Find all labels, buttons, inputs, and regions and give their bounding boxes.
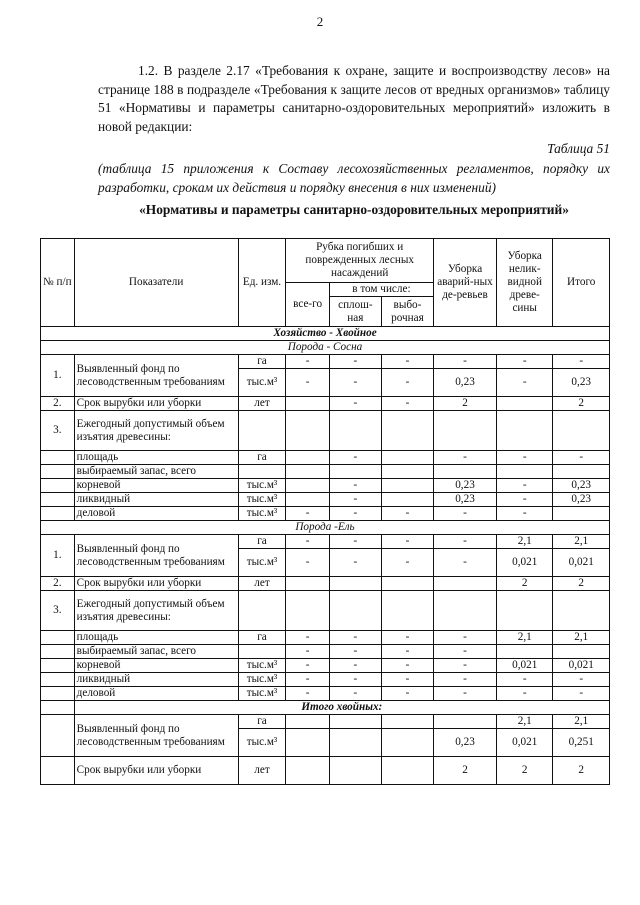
norms-table bbox=[40, 238, 610, 785]
cell: - bbox=[381, 397, 433, 411]
cell-unit: тыс.м³ bbox=[238, 479, 286, 493]
cell-unit: тыс.м³ bbox=[238, 549, 286, 577]
section-conifer-total: Итого хвойных: bbox=[74, 701, 609, 715]
row-label: Выявленный фонд по лесоводственным требованиям bbox=[74, 355, 238, 397]
cell: 0,251 bbox=[553, 729, 610, 757]
table-row bbox=[41, 535, 610, 549]
cell: 0,23 bbox=[434, 493, 497, 507]
cell: - bbox=[286, 687, 329, 701]
row-label: выбираемый запас, всего bbox=[74, 645, 238, 659]
row-label: ликвидный bbox=[74, 493, 238, 507]
cell: 2,1 bbox=[553, 715, 610, 729]
cell: - bbox=[381, 687, 433, 701]
cell: - bbox=[434, 535, 497, 549]
cell-unit: тыс.м³ bbox=[238, 673, 286, 687]
cell: - bbox=[553, 687, 610, 701]
table-row bbox=[41, 631, 610, 645]
cell: - bbox=[381, 549, 433, 577]
cell: - bbox=[434, 659, 497, 673]
cell: - bbox=[286, 631, 329, 645]
cell: - bbox=[329, 659, 381, 673]
table-row bbox=[41, 507, 610, 521]
header-total-sub: все-го bbox=[286, 283, 329, 327]
cell: - bbox=[434, 355, 497, 369]
cell: - bbox=[329, 535, 381, 549]
section-spruce: Порода -Ель bbox=[41, 521, 610, 535]
table-row bbox=[41, 577, 610, 591]
cell: 0,021 bbox=[496, 549, 552, 577]
cell: 2 bbox=[553, 757, 610, 785]
cell: - bbox=[329, 397, 381, 411]
row-label: площадь bbox=[74, 451, 238, 465]
table-row bbox=[41, 757, 610, 785]
row-label: корневой bbox=[74, 479, 238, 493]
cell: 0,23 bbox=[553, 479, 610, 493]
cell: - bbox=[329, 493, 381, 507]
cell-unit: га bbox=[238, 535, 286, 549]
cell-unit: тыс.м³ bbox=[238, 507, 286, 521]
table-row bbox=[41, 715, 610, 729]
cell: - bbox=[496, 479, 552, 493]
cell: - bbox=[381, 369, 433, 397]
row-num: 2. bbox=[41, 397, 75, 411]
cell: - bbox=[434, 549, 497, 577]
header-selective: выбо-рочная bbox=[381, 297, 433, 327]
cell: - bbox=[381, 631, 433, 645]
cell: 2 bbox=[434, 397, 497, 411]
cell-unit: га bbox=[238, 631, 286, 645]
row-label: выбираемый запас, всего bbox=[74, 465, 238, 479]
cell: - bbox=[286, 507, 329, 521]
header-clear: сплош-ная bbox=[329, 297, 381, 327]
cell: 2 bbox=[434, 757, 497, 785]
cell: - bbox=[553, 355, 610, 369]
cell: 0,23 bbox=[553, 369, 610, 397]
table-row bbox=[41, 397, 610, 411]
cell-unit: тыс.м³ bbox=[238, 729, 286, 757]
cell: - bbox=[381, 535, 433, 549]
table-row bbox=[41, 645, 610, 659]
cell bbox=[286, 397, 329, 411]
cell: - bbox=[329, 673, 381, 687]
cell: - bbox=[496, 687, 552, 701]
row-label: Срок вырубки или уборки bbox=[74, 397, 238, 411]
cell-unit: тыс.м³ bbox=[238, 493, 286, 507]
cell-unit: лет bbox=[238, 397, 286, 411]
cell: - bbox=[329, 355, 381, 369]
table-row bbox=[41, 493, 610, 507]
cell-unit: га bbox=[238, 451, 286, 465]
cell: - bbox=[553, 673, 610, 687]
cell: - bbox=[434, 645, 497, 659]
row-label: деловой bbox=[74, 687, 238, 701]
cell: 2,1 bbox=[496, 631, 552, 645]
cell: - bbox=[381, 645, 433, 659]
cell: 2,1 bbox=[553, 535, 610, 549]
table-row bbox=[41, 659, 610, 673]
cell: - bbox=[381, 673, 433, 687]
intro-paragraph: 1.2. В разделе 2.17 «Требования к охране, защите и воспроизводству лесов» на странице 188 в подразделе «Требования к защите лесов от вредных организмов» таблицу 51 «Нормативы и параметры санитарно-оздоровительных мероприятий» изложить в новой редакции: bbox=[98, 63, 610, 134]
row-num: 2. bbox=[41, 577, 75, 591]
cell: - bbox=[329, 507, 381, 521]
header-unit: Ед. изм. bbox=[238, 239, 286, 327]
cell: - bbox=[329, 645, 381, 659]
cell: - bbox=[496, 507, 552, 521]
cell: 0,021 bbox=[496, 659, 552, 673]
header-illiquid: Уборка нелик-видной древе-сины bbox=[496, 239, 552, 327]
cell: - bbox=[496, 451, 552, 465]
table-row bbox=[41, 687, 610, 701]
cell: - bbox=[434, 687, 497, 701]
cell: 2,1 bbox=[496, 535, 552, 549]
cell: - bbox=[329, 687, 381, 701]
cell: - bbox=[329, 369, 381, 397]
cell: - bbox=[329, 479, 381, 493]
cell: 2,1 bbox=[496, 715, 552, 729]
cell: - bbox=[329, 451, 381, 465]
cell-unit: тыс.м³ bbox=[238, 687, 286, 701]
header-indicator: Показатели bbox=[74, 239, 238, 327]
cell: - bbox=[434, 451, 497, 465]
row-label: деловой bbox=[74, 507, 238, 521]
section-pine: Порода - Сосна bbox=[41, 341, 610, 355]
cell: - bbox=[329, 549, 381, 577]
cell: 0,021 bbox=[496, 729, 552, 757]
cell: 2 bbox=[553, 577, 610, 591]
cell: - bbox=[381, 659, 433, 673]
header-felling: Рубка погибших и поврежденных лесных насаждений bbox=[286, 239, 434, 283]
cell: - bbox=[381, 507, 433, 521]
cell: - bbox=[434, 631, 497, 645]
cell-unit: га bbox=[238, 715, 286, 729]
cell: - bbox=[286, 355, 329, 369]
cell: 0,021 bbox=[553, 549, 610, 577]
table-row bbox=[41, 451, 610, 465]
table-row bbox=[41, 411, 610, 451]
cell-unit: тыс.м³ bbox=[238, 369, 286, 397]
cell: - bbox=[286, 673, 329, 687]
cell: - bbox=[329, 631, 381, 645]
row-num: 1. bbox=[41, 535, 75, 577]
row-label: Выявленный фонд по лесоводственным требованиям bbox=[74, 535, 238, 577]
row-num: 3. bbox=[41, 411, 75, 451]
cell: - bbox=[434, 673, 497, 687]
section-farm: Хозяйство - Хвойное bbox=[41, 327, 610, 341]
cell: - bbox=[286, 549, 329, 577]
table-row bbox=[41, 591, 610, 631]
cell: - bbox=[286, 535, 329, 549]
cell-unit: лет bbox=[238, 577, 286, 591]
table-row bbox=[41, 479, 610, 493]
header-including: в том числе: bbox=[329, 283, 433, 297]
table-note: (таблица 15 приложения к Составу лесохозяйственных регламентов, порядку их разработки, срокам их действия и порядку внесения в них изменений) bbox=[98, 161, 610, 195]
cell: 0,23 bbox=[434, 369, 497, 397]
table-row bbox=[41, 673, 610, 687]
header-itogo: Итого bbox=[553, 239, 610, 327]
row-num: 3. bbox=[41, 591, 75, 631]
cell-unit: лет bbox=[238, 757, 286, 785]
row-label: Ежегодный допустимый объем изъятия древесины: bbox=[74, 591, 238, 631]
cell: - bbox=[286, 369, 329, 397]
row-label: корневой bbox=[74, 659, 238, 673]
table-label: Таблица 51 bbox=[547, 141, 610, 156]
row-label: Ежегодный допустимый объем изъятия древесины: bbox=[74, 411, 238, 451]
cell: 0,23 bbox=[434, 729, 497, 757]
cell: - bbox=[286, 645, 329, 659]
cell: 0,23 bbox=[553, 493, 610, 507]
cell: - bbox=[496, 369, 552, 397]
cell-unit: тыс.м³ bbox=[238, 659, 286, 673]
page-number: 2 bbox=[316, 14, 324, 29]
header-windfall: Уборка аварий-ных де-ревьев bbox=[434, 239, 497, 327]
cell-unit: га bbox=[238, 355, 286, 369]
row-label: Выявленный фонд по лесоводственным требованиям bbox=[74, 715, 238, 757]
cell bbox=[496, 397, 552, 411]
cell: - bbox=[496, 493, 552, 507]
row-label: ликвидный bbox=[74, 673, 238, 687]
cell: - bbox=[496, 673, 552, 687]
row-num: 1. bbox=[41, 355, 75, 397]
row-label: Срок вырубки или уборки bbox=[74, 577, 238, 591]
cell: 2 bbox=[553, 397, 610, 411]
cell: 0,021 bbox=[553, 659, 610, 673]
table-heading: «Нормативы и параметры санитарно-оздоровительных мероприятий» bbox=[139, 202, 569, 217]
cell: 0,23 bbox=[434, 479, 497, 493]
cell: - bbox=[381, 355, 433, 369]
cell: 2,1 bbox=[553, 631, 610, 645]
cell: 2 bbox=[496, 577, 552, 591]
cell: - bbox=[496, 355, 552, 369]
table-row bbox=[41, 355, 610, 369]
cell: - bbox=[434, 507, 497, 521]
cell: 2 bbox=[496, 757, 552, 785]
cell: - bbox=[286, 659, 329, 673]
table-row bbox=[41, 465, 610, 479]
row-label: Срок вырубки или уборки bbox=[74, 757, 238, 785]
cell: - bbox=[553, 451, 610, 465]
row-label: площадь bbox=[74, 631, 238, 645]
header-num: № п/п bbox=[41, 239, 75, 327]
